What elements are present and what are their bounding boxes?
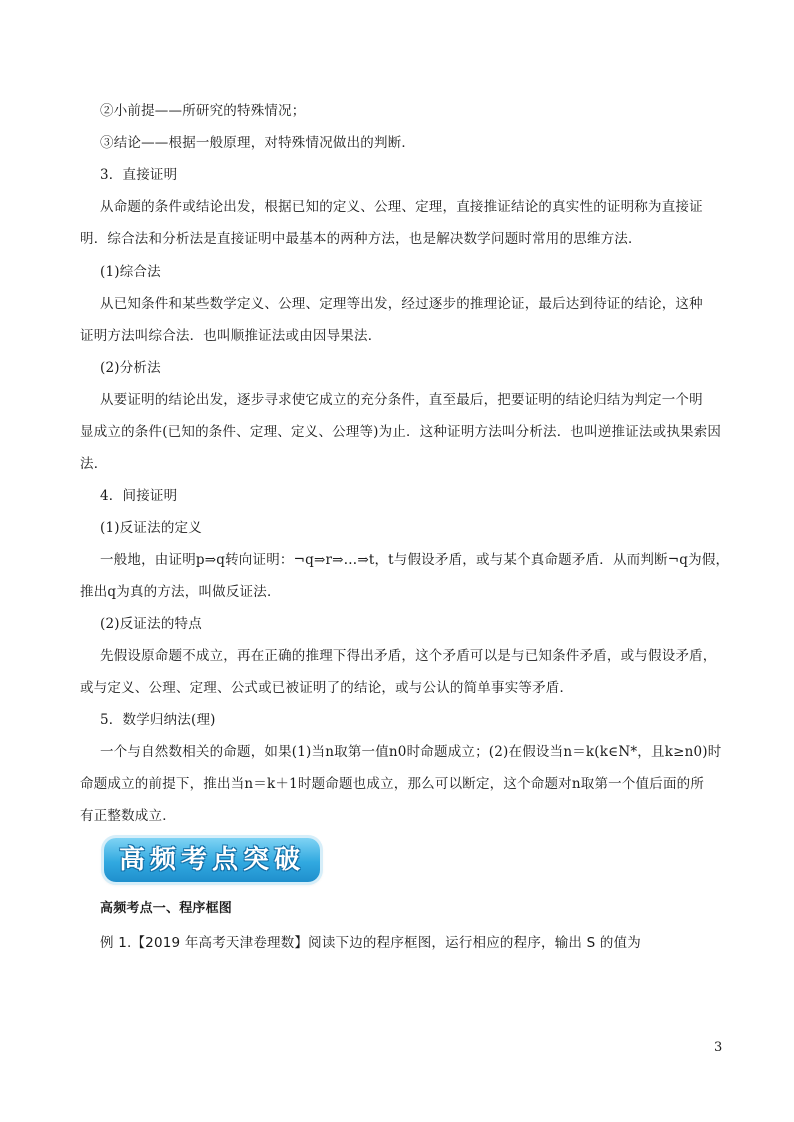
subsection-title: (2)反证法的特点 (100, 616, 202, 632)
section-title: 4．间接证明 (100, 488, 178, 504)
text-line: ③结论——根据一般原理，对特殊情况做出的判断． (100, 135, 416, 151)
text-line: 有正整数成立． (80, 808, 176, 824)
text-line: 推出q为真的方法，叫做反证法． (80, 584, 281, 600)
section-heading: 高频考点一、程序框图 (100, 901, 233, 916)
text-line: 证明方法叫综合法．也叫顺推证法或由因导果法． (80, 328, 382, 344)
subsection-title: (2)分析法 (100, 360, 161, 376)
text-line: 法． (80, 456, 108, 472)
text-line: 命题成立的前提下，推出当n＝k＋1时题命题也成立，那么可以断定，这个命题对n取第一个值后面的所 (80, 776, 705, 792)
text-line: ②小前提——所研究的特殊情况； (100, 103, 306, 119)
subsection-title: (1)反证法的定义 (100, 520, 202, 536)
text-line: 或与定义、公理、定理、公式或已被证明了的结论，或与公认的简单事实等矛盾． (80, 680, 574, 696)
section-title: 3．直接证明 (100, 167, 178, 183)
text-line: 从已知条件和某些数学定义、公理、定理等出发，经过逐步的推理论证，最后达到待证的结论，这种 (100, 296, 703, 312)
page-number: 3 (714, 1040, 723, 1055)
text-line: 显成立的条件(已知的条件、定理、定义、公理等)为止．这种证明方法叫分析法．也叫逆推证法或执果索因 (80, 424, 722, 440)
text-line: 一般地，由证明p⇒q转向证明：¬q⇒r⇒…⇒t，t与假设矛盾，或与某个真命题矛盾．从而判断¬q为假， (100, 552, 730, 568)
subsection-title: (1)综合法 (100, 264, 161, 280)
example-line: 例 1.【2019 年高考天津卷理数】阅读下边的程序框图，运行相应的程序，输出 S 的值为 (100, 935, 641, 951)
text-line: 从要证明的结论出发，逐步寻求使它成立的充分条件，直至最后，把要证明的结论归结为判定一个明 (100, 392, 703, 408)
text-line: 一个与自然数相关的命题，如果(1)当n取第一值n0时命题成立；(2)在假设当n＝k(k∈N*，且k≥n0)时 (100, 744, 722, 760)
text-line: 从命题的条件或结论出发，根据已知的定义、公理、定理，直接推证结论的真实性的证明称为直接证 (100, 199, 703, 215)
banner-title: 高频考点突破 (118, 845, 305, 875)
section-title: 5．数学归纳法(理) (100, 712, 216, 728)
text-line: 先假设原命题不成立，再在正确的推理下得出矛盾，这个矛盾可以是与已知条件矛盾，或与假设矛盾， (100, 648, 717, 664)
text-line: 明．综合法和分析法是直接证明中最基本的两种方法，也是解决数学问题时常用的思维方法． (80, 231, 642, 247)
section-banner (104, 838, 320, 882)
